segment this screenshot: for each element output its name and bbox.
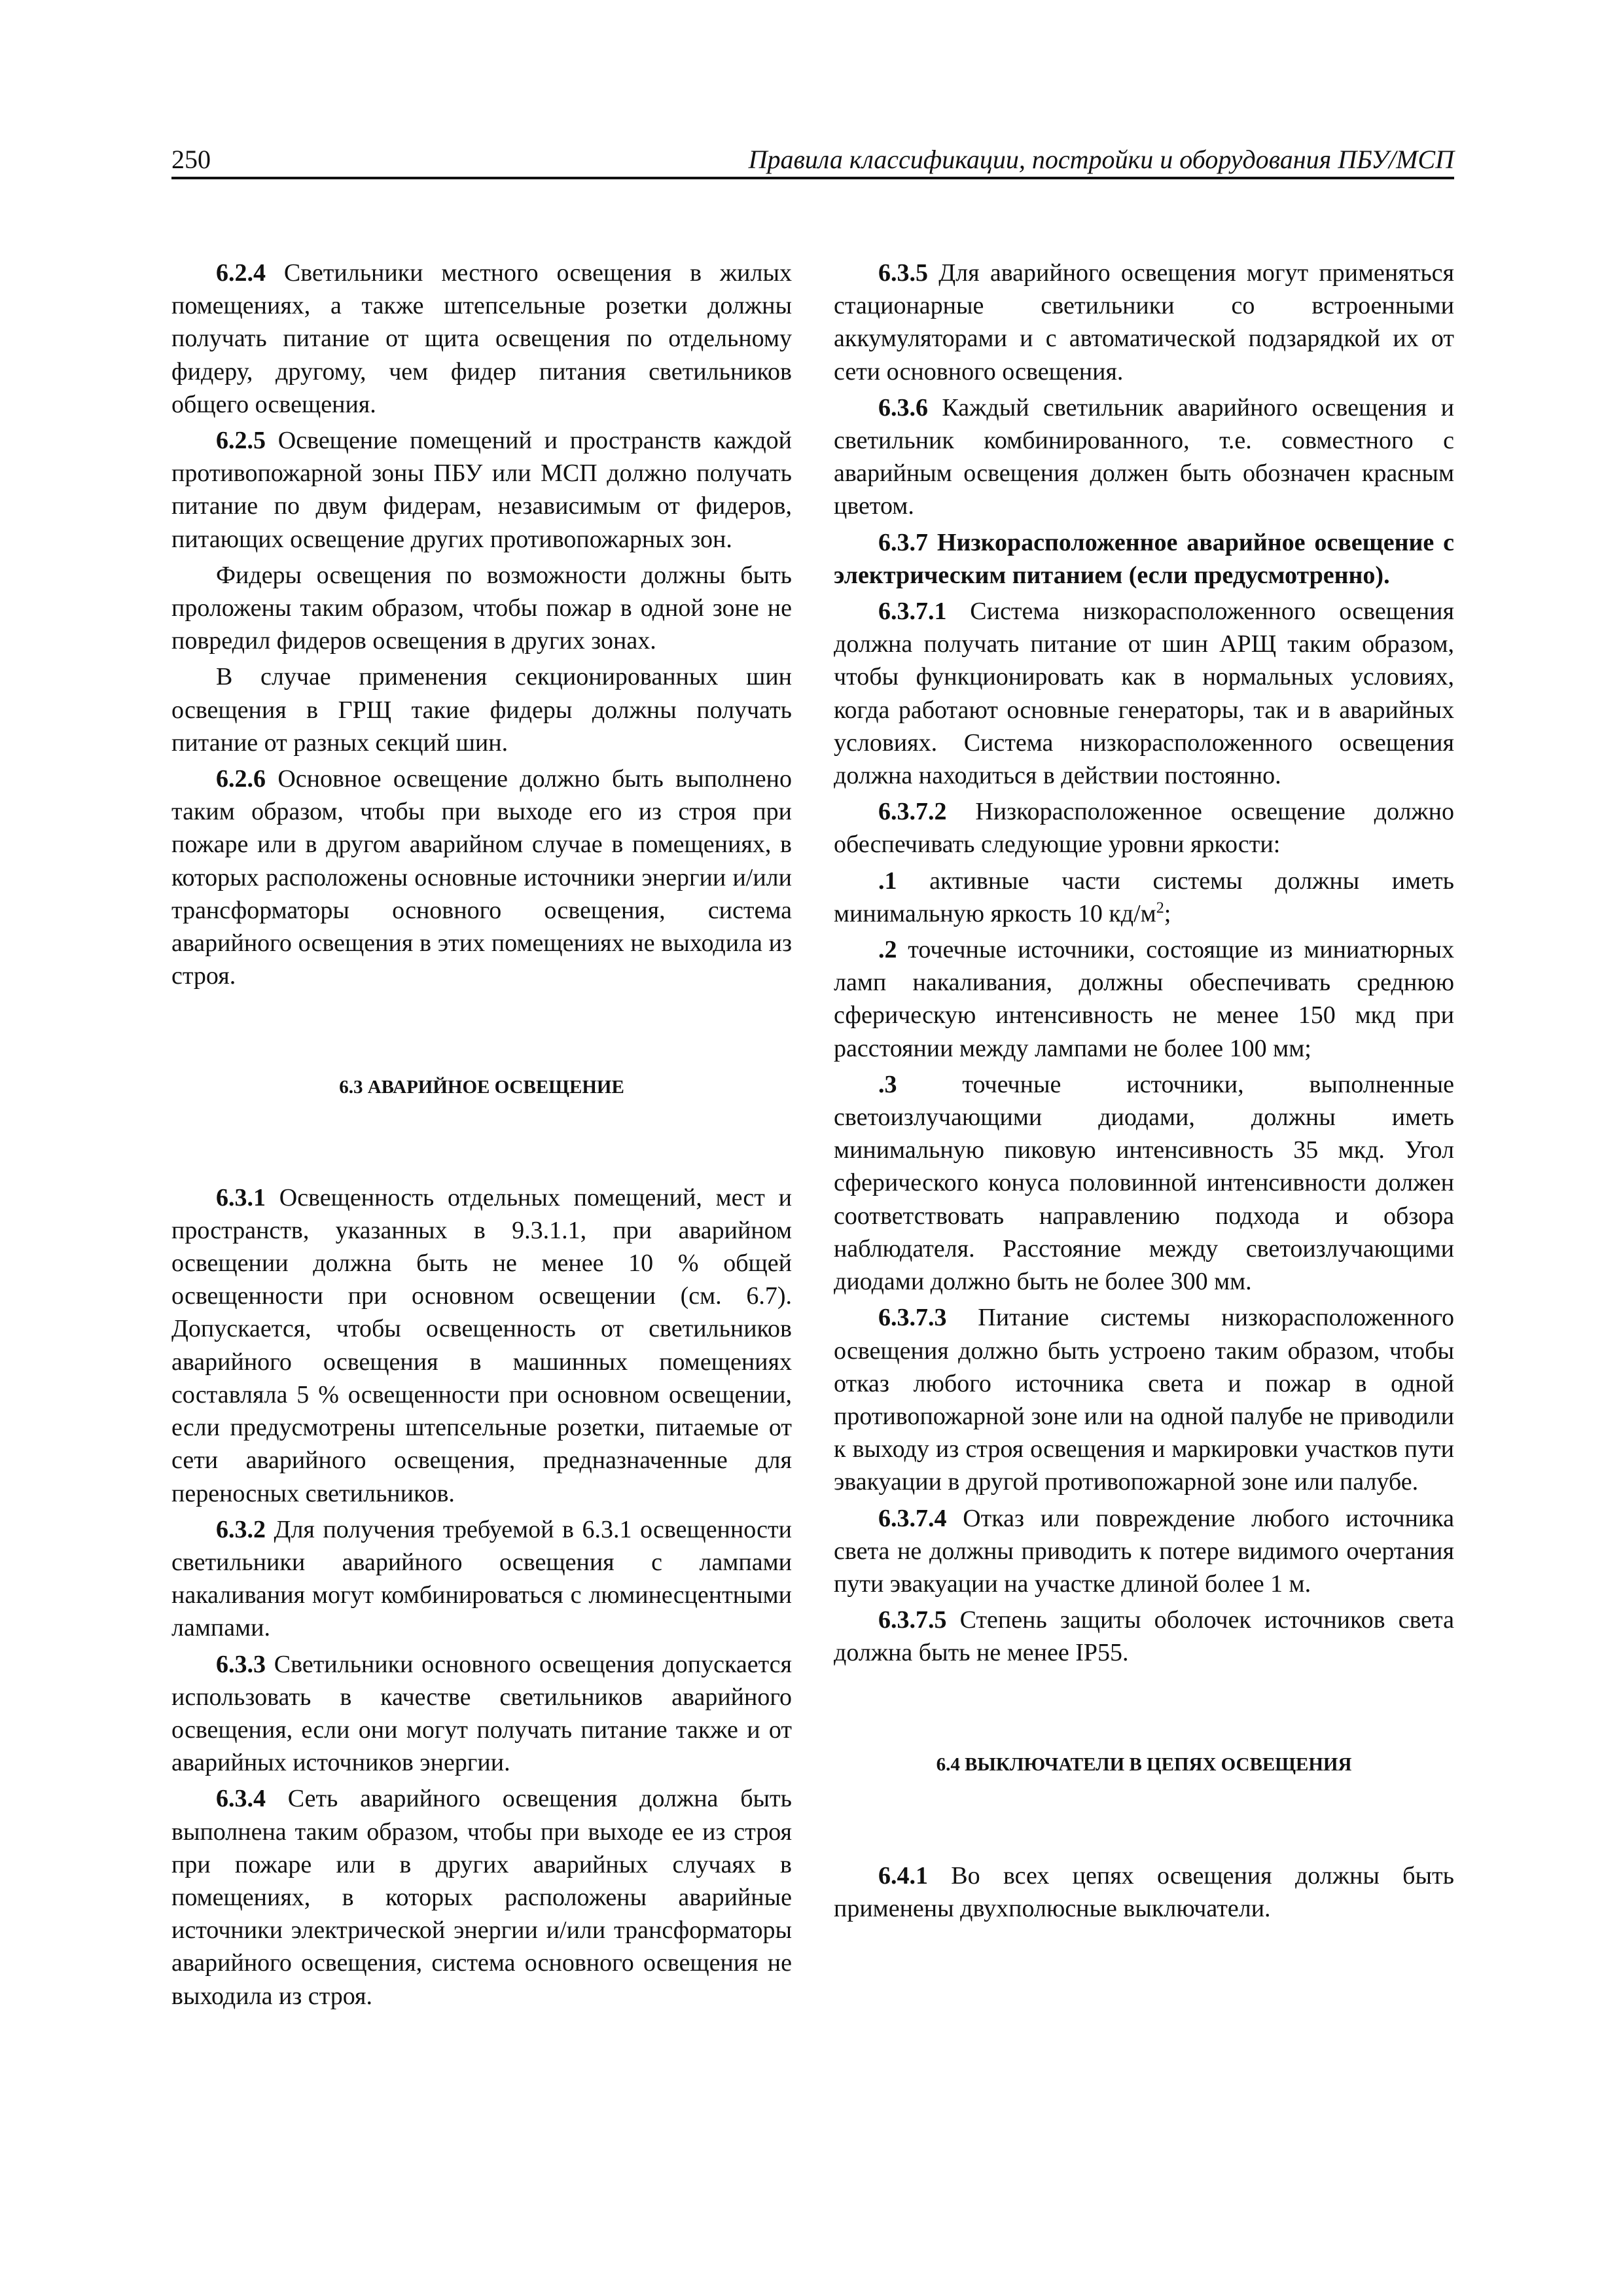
paragraph-6-3-4 — [171, 1782, 792, 2012]
clause-number: 6.3.7.1 — [878, 598, 947, 626]
list-item-text: точечные источники, выполненные светоизлучающими диодами, должны иметь минимальную пиковую интенсивность 35 мкд. Угол сферического конуса половинной интенсивности должен соответствовать направлению подхода и обзора наблюдателя. Расстояние между светоизлучающими диодами должно быть не более 300 мм. — [834, 1070, 1454, 1296]
running-title: Правила классификации, постройки и оборудования ПБУ/МСП — [748, 145, 1454, 174]
paragraph-6-3-7-5 — [834, 1604, 1454, 1669]
clause-number: 6.3.7.5 — [878, 1606, 947, 1634]
list-item-text: точечные источники, состоящие из миниатюрных ламп накаливания, должны обеспечивать среднюю сферическую интенсивность не менее 150 мкд при расстоянии между лампами не более 100 мм; — [834, 936, 1454, 1062]
section-heading-6-3: 6.3 АВАРИЙНОЕ ОСВЕЩЕНИЕ — [339, 1077, 624, 1098]
clause-number: 6.3.1 — [216, 1183, 266, 1211]
clause-text: Низкорасположенное освещение должно обеспечивать следующие уровни яркости: — [834, 798, 1454, 859]
list-item-3 — [834, 1068, 1454, 1298]
clause-text: Освещение помещений и пространств каждой противопожарной зоны ПБУ или МСП должно получать питание по двум фидерам, независимым от фидеров, питающих освещение других противопожарных зон. — [171, 427, 792, 553]
clause-number: 6.2.6 — [216, 765, 266, 793]
paragraph-6-3-7-1 — [834, 595, 1454, 792]
section-heading-6-4: 6.4 ВЫКЛЮЧАТЕЛИ В ЦЕПЯХ ОСВЕЩЕНИЯ — [936, 1753, 1352, 1775]
clause-number: 6.2.4 — [216, 259, 266, 287]
clause-text: Освещенность отдельных помещений, мест и пространств, указанных в 9.3.1.1, при аварийном освещении должна быть не менее 10 % общей освещенности при основном освещении (см. 6.7). Допускается, чтобы освещенность от светильников аварийного освещения в машинных помещениях составляла 5 % освещенности при основном освещении, если предусмотрены штепсельные розетки, питаемые от сети аварийного освещения, предназначенные для переносных светильников. — [171, 1183, 792, 1507]
clause-number: 6.3.2 — [216, 1515, 266, 1543]
paragraph-6-3-7-title: 6.3.7 Низкорасположенное аварийное освещение с электрическим питанием (если предусмотренно). — [834, 528, 1454, 589]
paragraph-6-2-5-busbars: В случае применения секционированных шин освещения в ГРЩ такие фидеры должны получать питание от разных секций шин. — [171, 663, 792, 757]
clause-number: 6.2.5 — [216, 427, 266, 455]
list-item-number: .2 — [878, 936, 897, 964]
clause-text: Сеть аварийного освещения должна быть выполнена таким образом, чтобы при выходе ее из строя при пожаре или в других аварийных случаях в помещениях, в которых расположены аварийные источники электрической энергии и/или трансформаторы аварийного освещения, система основного освещения не выходила из строя. — [171, 1785, 792, 2010]
clause-number: 6.3.7.4 — [878, 1504, 947, 1532]
clause-text: Для получения требуемой в 6.3.1 освещенности светильники аварийного освещения с лампами накаливания могут комбинироваться с люминесцентными лампами. — [171, 1515, 792, 1642]
header-rule — [171, 177, 1454, 179]
paragraph-6-3-2 — [171, 1513, 792, 1645]
clause-number: 6.3.7.3 — [878, 1304, 947, 1332]
clause-text: Каждый светильник аварийного освещения и светильник комбинированного, т.е. совместного с аварийным освещения должен быть обозначен красным цветом. — [834, 393, 1454, 520]
clause-text: Для аварийного освещения могут применяться стационарные светильники со встроенными аккумуляторами и с автоматической подзарядкой их от сети основного освещения. — [834, 259, 1454, 386]
running-header — [171, 143, 1454, 177]
clause-text: Светильники местного освещения в жилых помещениях, а также штепсельные розетки должны получать питание от щита освещения по отдельному фидеру, другому, чем фидер питания светильников общего освещения. — [171, 259, 792, 418]
page-number: 250 — [171, 145, 211, 174]
clause-text: Питание системы низкорасположенного освещения должно быть устроено таким образом, чтобы отказ любого источника света и пожар в одной противопожарной зоне или на одной палубе не приводили к выходу из строя освещения и маркировки участков пути эвакуации в другой противопожарной зоне или палубе. — [834, 1304, 1454, 1496]
clause-number: 6.3.6 — [878, 393, 928, 422]
paragraph-6-3-1 — [171, 1181, 792, 1510]
paragraph-6-3-7-2 — [834, 795, 1454, 861]
clause-number: 6.3.7.2 — [878, 798, 947, 826]
clause-number: 6.4.1 — [878, 1861, 928, 1890]
left-column — [171, 257, 792, 2013]
clause-number: 6.3.3 — [216, 1650, 266, 1678]
paragraph-6-3-6 — [834, 391, 1454, 523]
clause-text: Основное освещение должно быть выполнено таким образом, чтобы при выходе его из строя при пожаре или в другом аварийном случае в помещениях, в которых расположены основные источники энергии и/или трансформаторы основного освещения, система аварийного освещения в этих помещениях не выходила из строя. — [171, 765, 792, 990]
list-item-tail: ; — [1164, 899, 1171, 927]
clause-text: Отказ или повреждение любого источника света не должны приводить к потере видимого очертания пути эвакуации на участке длиной более 1 м. — [834, 1504, 1454, 1598]
clause-text: Светильники основного освещения допускается использовать в качестве светильников аварийного освещения, если они могут получать питание также и от аварийных источников энергии. — [171, 1650, 792, 1777]
superscript: 2 — [1156, 899, 1164, 917]
paragraph-6-4-1 — [834, 1859, 1454, 1925]
paragraph-6-2-5 — [171, 424, 792, 556]
clause-text: Степень защиты оболочек источников света должна быть не менее IP55. — [834, 1606, 1454, 1667]
list-item-number: .1 — [878, 867, 897, 895]
paragraph-6-3-5 — [834, 257, 1454, 388]
list-item-text: активные части системы должны иметь минимальную яркость 10 кд/м — [834, 867, 1454, 927]
paragraph-6-2-6 — [171, 762, 792, 992]
paragraph-6-3-7-4 — [834, 1502, 1454, 1601]
right-column — [834, 257, 1454, 1925]
clause-number: 6.3.5 — [878, 259, 928, 287]
clause-text: Система низкорасположенного освещения должна получать питание от шин АРЩ таким образом, чтобы функционировать как в нормальных условиях, когда работают основные генераторы, так и в аварийных условиях. Система низкорасположенного освещения должна находиться в действии постоянно. — [834, 598, 1454, 790]
list-item-2 — [834, 933, 1454, 1065]
paragraph-6-2-4 — [171, 257, 792, 421]
clause-number: 6.3.4 — [216, 1785, 266, 1813]
list-item-number: .3 — [878, 1070, 897, 1098]
paragraph-6-2-5-feeders: Фидеры освещения по возможности должны быть проложены таким образом, чтобы пожар в одной зоне не повредил фидеров освещения в других зонах. — [171, 561, 792, 655]
list-item-1 — [834, 865, 1454, 930]
paragraph-6-3-7-3 — [834, 1301, 1454, 1498]
paragraph-6-3-3 — [171, 1648, 792, 1780]
clause-text: Во всех цепях освещения должны быть применены двухполюсные выключатели. — [834, 1861, 1454, 1922]
